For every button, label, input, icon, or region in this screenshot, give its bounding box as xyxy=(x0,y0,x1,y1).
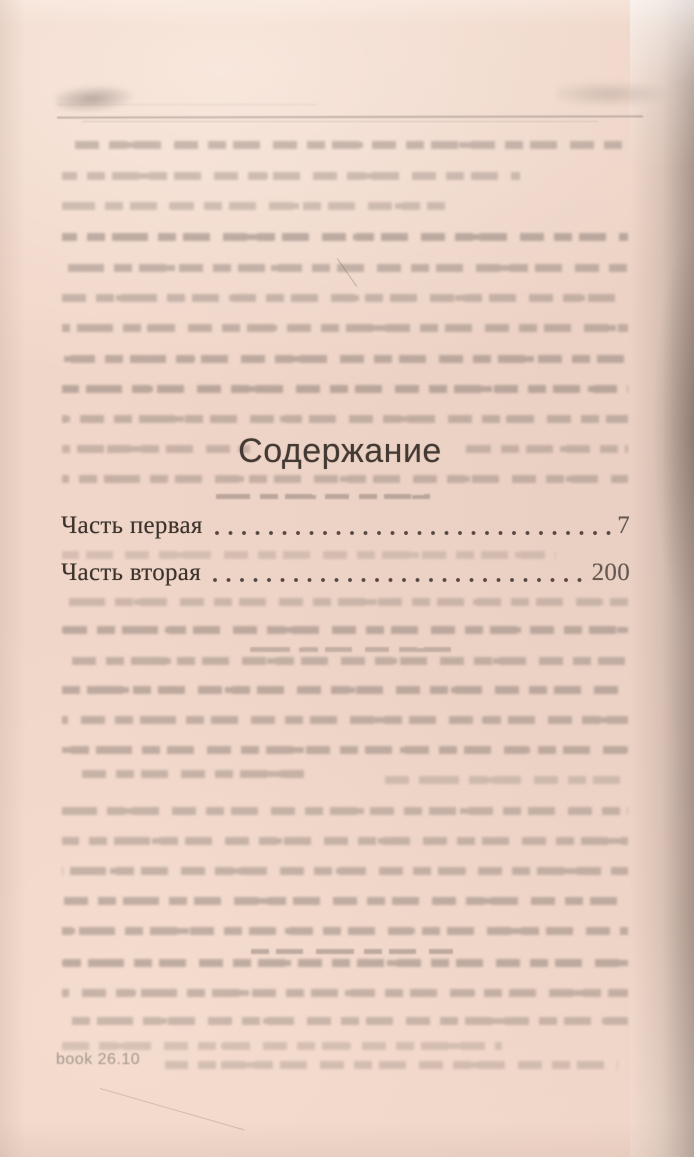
page-bottom-shadow xyxy=(0,1121,694,1157)
bleed-line xyxy=(62,742,628,756)
bleed-line xyxy=(62,320,628,334)
bleed-line xyxy=(62,1038,502,1052)
bleed-line xyxy=(62,594,628,608)
toc-entry xyxy=(61,509,630,543)
bleed-line xyxy=(62,863,628,877)
bleed-line xyxy=(62,893,628,907)
header-rule-shadow xyxy=(82,121,598,122)
page-edge-shadow xyxy=(630,0,694,1157)
bleed-line xyxy=(216,492,430,500)
bleed-line xyxy=(248,947,460,954)
bleed-line xyxy=(80,766,312,780)
bleed-line xyxy=(380,772,628,786)
bleed-line xyxy=(62,229,628,243)
dot-leader xyxy=(213,576,586,584)
toc-entry-page-number: 200 xyxy=(591,559,630,586)
bleed-line xyxy=(165,1057,618,1071)
bleed-line xyxy=(62,471,628,485)
dot-leader xyxy=(215,529,612,537)
toc-entry xyxy=(61,556,630,590)
toc-entry-label: Часть первая xyxy=(61,512,203,539)
bleed-line xyxy=(62,381,628,395)
bleed-line xyxy=(75,137,628,151)
bleed-line xyxy=(62,653,628,667)
bleed-line xyxy=(62,622,628,636)
bleed-line xyxy=(62,955,628,969)
bleed-line xyxy=(62,290,628,304)
bleed-line xyxy=(62,198,445,212)
header-ornament-bleed-left xyxy=(55,82,137,115)
bleed-line xyxy=(62,985,628,999)
toc-entry-page-number: 7 xyxy=(617,512,630,539)
toc-entry-label: Часть вторая xyxy=(61,559,201,586)
bleed-line xyxy=(62,168,520,182)
bleed-line xyxy=(62,712,628,726)
page-top-light xyxy=(0,0,694,26)
bleed-line xyxy=(62,803,628,817)
bleed-line xyxy=(62,923,628,937)
bleed-line xyxy=(62,1013,628,1027)
bleed-line xyxy=(238,645,452,652)
scan-watermark: book 26.10 xyxy=(56,1051,141,1068)
bleed-line xyxy=(62,351,628,365)
header-rule-line xyxy=(57,115,643,118)
bleed-line xyxy=(62,833,628,847)
page-left-shadow xyxy=(0,0,26,1157)
bleed-line xyxy=(62,411,628,425)
bleed-line xyxy=(62,682,628,696)
toc-heading: Содержание xyxy=(238,432,442,470)
header-ornament-bleed-right xyxy=(556,81,672,107)
